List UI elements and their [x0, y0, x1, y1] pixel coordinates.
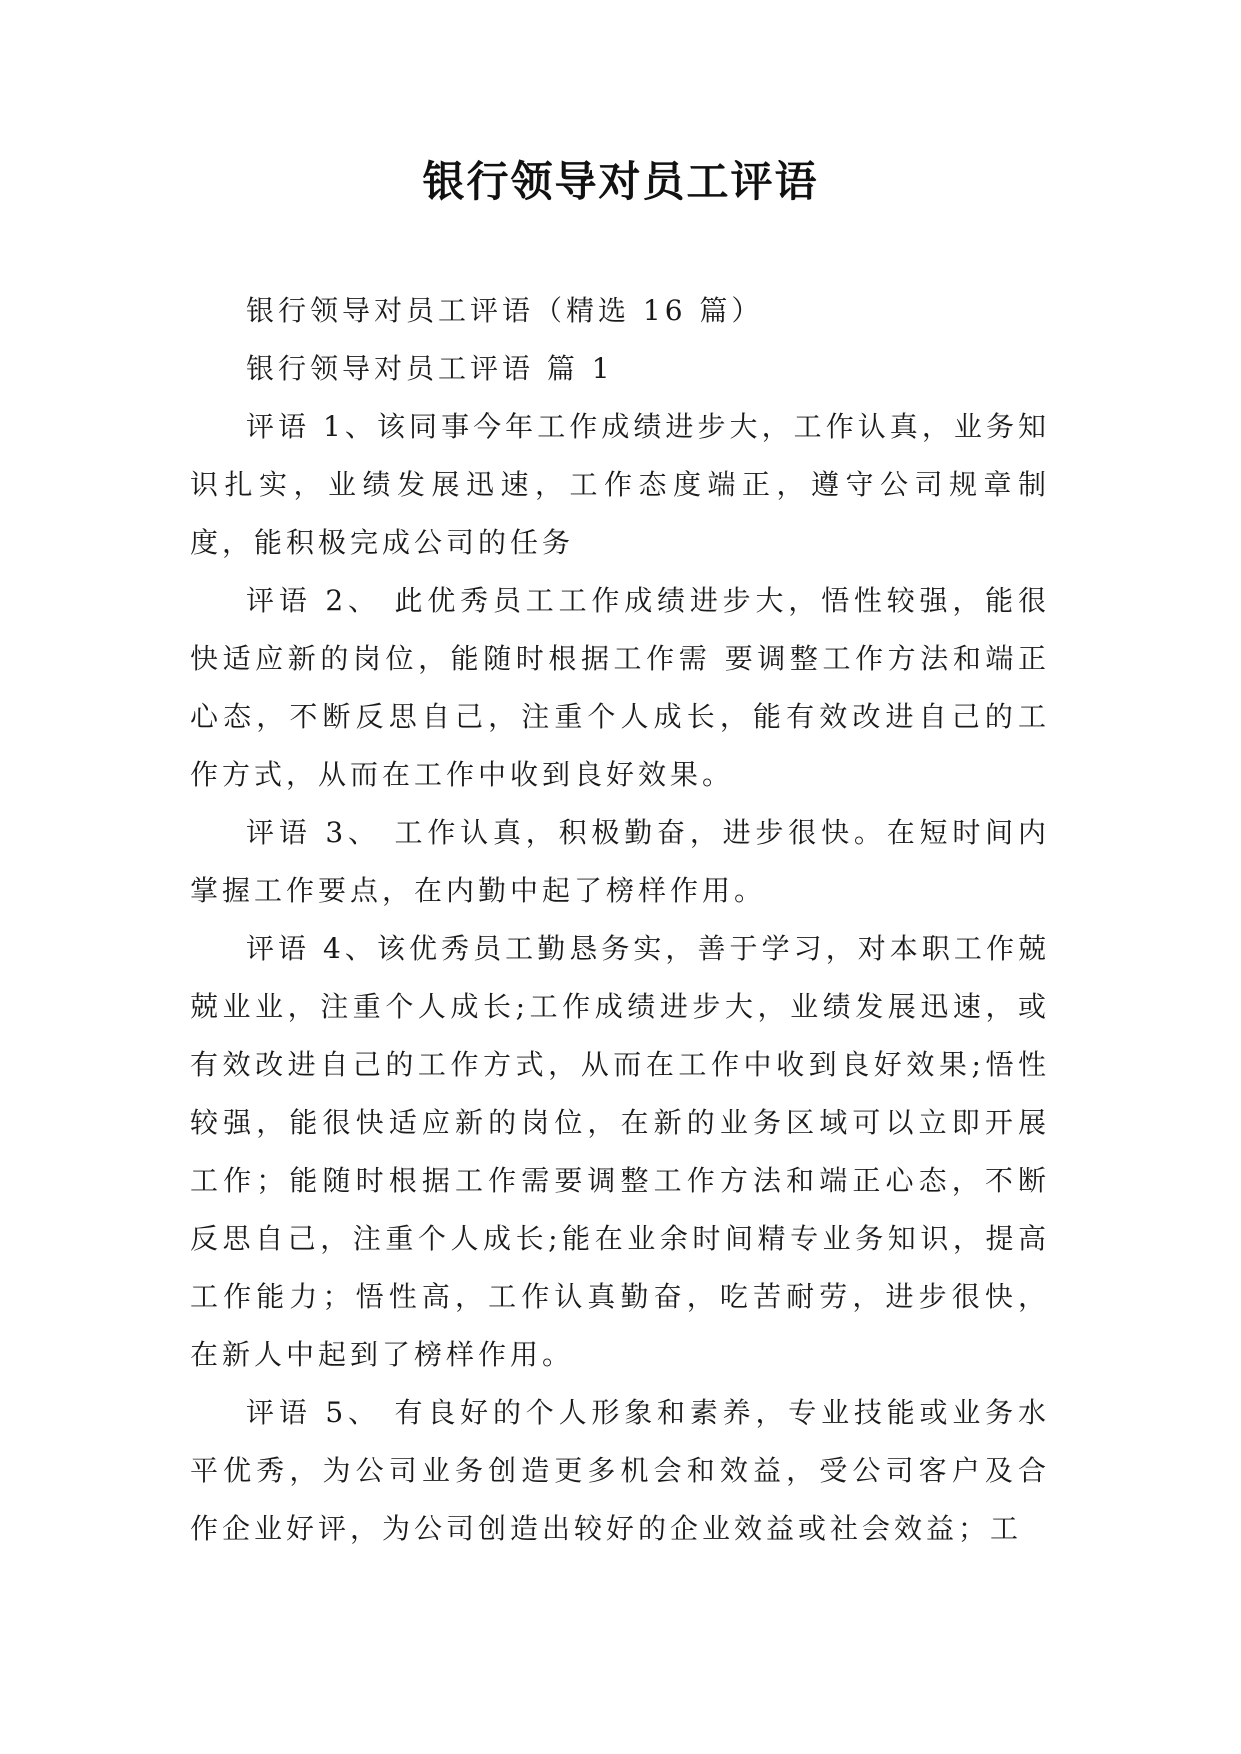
comment-paragraph-1: 评语 1、该同事今年工作成绩进步大，工作认真，业务知识扎实，业绩发展迅速，工作态度端正，遵守公司规章制度，能积极完成公司的任务: [190, 410, 1050, 559]
subtitle-paragraph: 银行领导对员工评语（精选 16 篇）: [246, 294, 764, 327]
comment-paragraph-5: 评语 5、 有良好的个人形象和素养，专业技能或业务水平优秀，为公司业务创造更多机会和效益，受公司客户及合作企业好评，为公司创造出较好的企业效益或社会效益；工: [190, 1396, 1050, 1545]
document-body: [190, 282, 1050, 1558]
section-heading: 银行领导对员工评语 篇 1: [246, 352, 614, 385]
comment-paragraph-2: 评语 2、 此优秀员工工作成绩进步大，悟性较强，能很快适应新的岗位，能随时根据工作需 要调整工作方法和端正心态，不断反思自己，注重个人成长，能有效改进自己的工作方式，从而在工作中收到良好效果。: [190, 584, 1050, 791]
comment-paragraph-3: 评语 3、 工作认真，积极勤奋，进步很快。在短时间内掌握工作要点，在内勤中起了榜样作用。: [190, 816, 1050, 907]
document-title: 银行领导对员工评语: [422, 157, 819, 206]
comment-paragraph-4: 评语 4、该优秀员工勤恳务实，善于学习，对本职工作兢兢业业，注重个人成长;工作成绩进步大，业绩发展迅速，或有效改进自己的工作方式，从而在工作中收到良好效果;悟性较强，能很快适应新的岗位，在新的业务区域可以立即开展工作；能随时根据工作需要调整工作方法和端正心态，不断反思自己，注重个人成长;能在业余时间精专业务知识，提高工作能力；悟性高，工作认真勤奋，吃苦耐劳，进步很快，在新人中起到了榜样作用。: [190, 932, 1050, 1371]
